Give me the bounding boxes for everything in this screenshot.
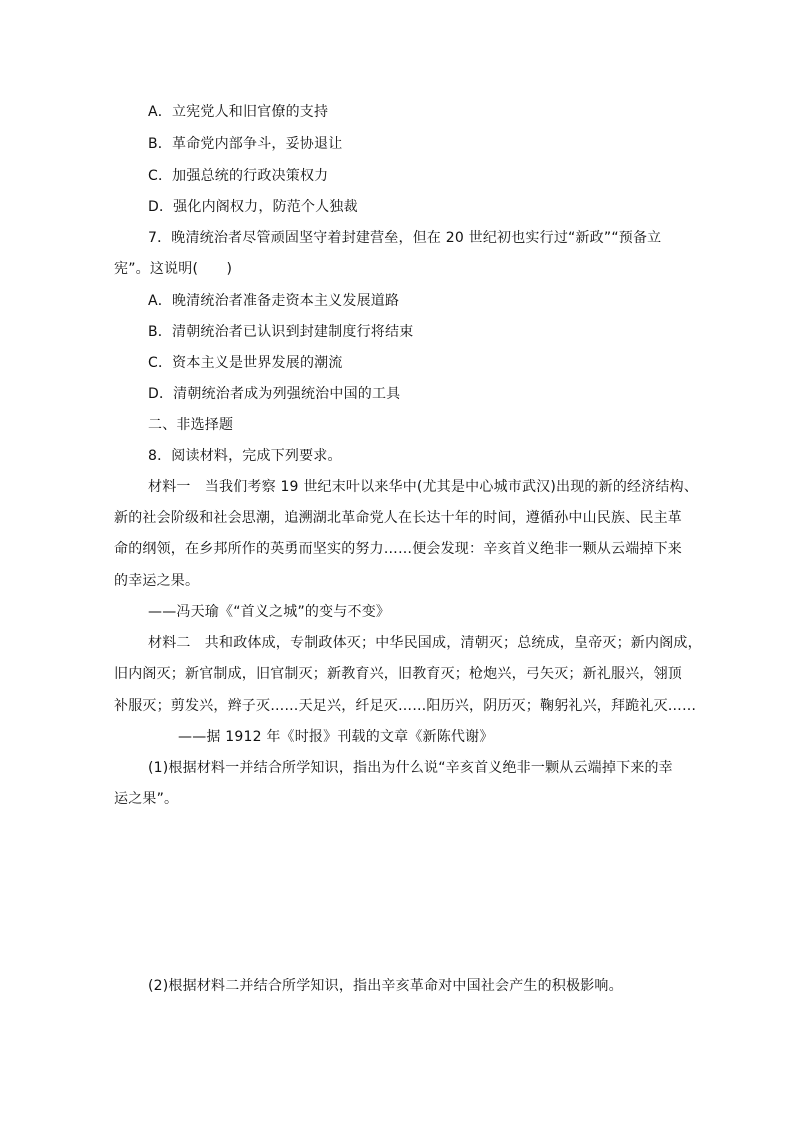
q7-option-d: D．清朝统治者成为列强统治中国的工具 xyxy=(148,386,401,402)
q8-material2-line3: 补服灭；剪发兴，辫子灭……天足兴，纤足灭……阳历兴，阴历灭；鞠躬礼兴，拜跪礼灭…… xyxy=(114,698,697,714)
q6-option-b: B．革命党内部争斗，妥协退让 xyxy=(148,136,343,152)
q8-material1-line2: 新的社会阶级和社会思潮，追溯湖北革命党人在长达十年的时间，遵循孙中山民族、民主革 xyxy=(114,510,682,526)
q6-option-c: C．加强总统的行政决策权力 xyxy=(148,168,329,184)
q8-sub1-line1: (1)根据材料一并结合所学知识，指出为什么说“辛亥首义绝非一颗从云端掉下来的幸 xyxy=(148,760,673,776)
q7-option-b: B．清朝统治者已认识到封建制度行将结束 xyxy=(148,324,414,340)
q8-material2-source: ——据 1912 年《时报》刊载的文章《新陈代谢》 xyxy=(178,729,494,745)
q7-option-c: C．资本主义是世界发展的潮流 xyxy=(148,355,343,371)
q8-material1-line4: 的幸运之果。 xyxy=(114,573,200,589)
q8-sub1-line2: 运之果”。 xyxy=(114,791,179,807)
q8-material2-line2: 旧内阁灭；新官制成，旧官制灭；新教育兴，旧教育灭；枪炮兴，弓矢灭；新礼服兴，翎顶 xyxy=(114,666,682,682)
q7-stem-line1: 7．晚清统治者尽管顽固坚守着封建营垒，但在 20 世纪初也实行过“新政”“预备立 xyxy=(148,230,662,246)
section2-title: 二、非选择题 xyxy=(148,417,234,433)
q8-material1-source: ——冯天瑜《“首义之城”的变与不变》 xyxy=(148,604,391,620)
q7-option-a: A．晚清统治者准备走资本主义发展道路 xyxy=(148,293,400,309)
q6-option-d: D．强化内阁权力，防范个人独裁 xyxy=(148,199,358,215)
q8-material1-line1: 材料一 当我们考察 19 世纪末叶以来华中(尤其是中心城市武汉)出现的新的经济结构、 xyxy=(148,479,699,495)
q6-option-a: A．立宪党人和旧官僚的支持 xyxy=(148,104,329,120)
q8-sub2: (2)根据材料二并结合所学知识，指出辛亥革命对中国社会产生的积极影响。 xyxy=(148,978,623,994)
q7-stem-line2: 宪”。这说明( ) xyxy=(114,261,233,277)
q8-material1-line3: 命的纲领，在乡邦所作的英勇而坚实的努力……便会发现：辛亥首义绝非一颗从云端掉下来 xyxy=(114,541,682,557)
q8-material2-line1: 材料二 共和政体成，专制政体灭；中华民国成，清朝灭；总统成，皇帝灭；新内阁成， xyxy=(148,635,702,651)
q8-stem: 8．阅读材料，完成下列要求。 xyxy=(148,448,342,464)
